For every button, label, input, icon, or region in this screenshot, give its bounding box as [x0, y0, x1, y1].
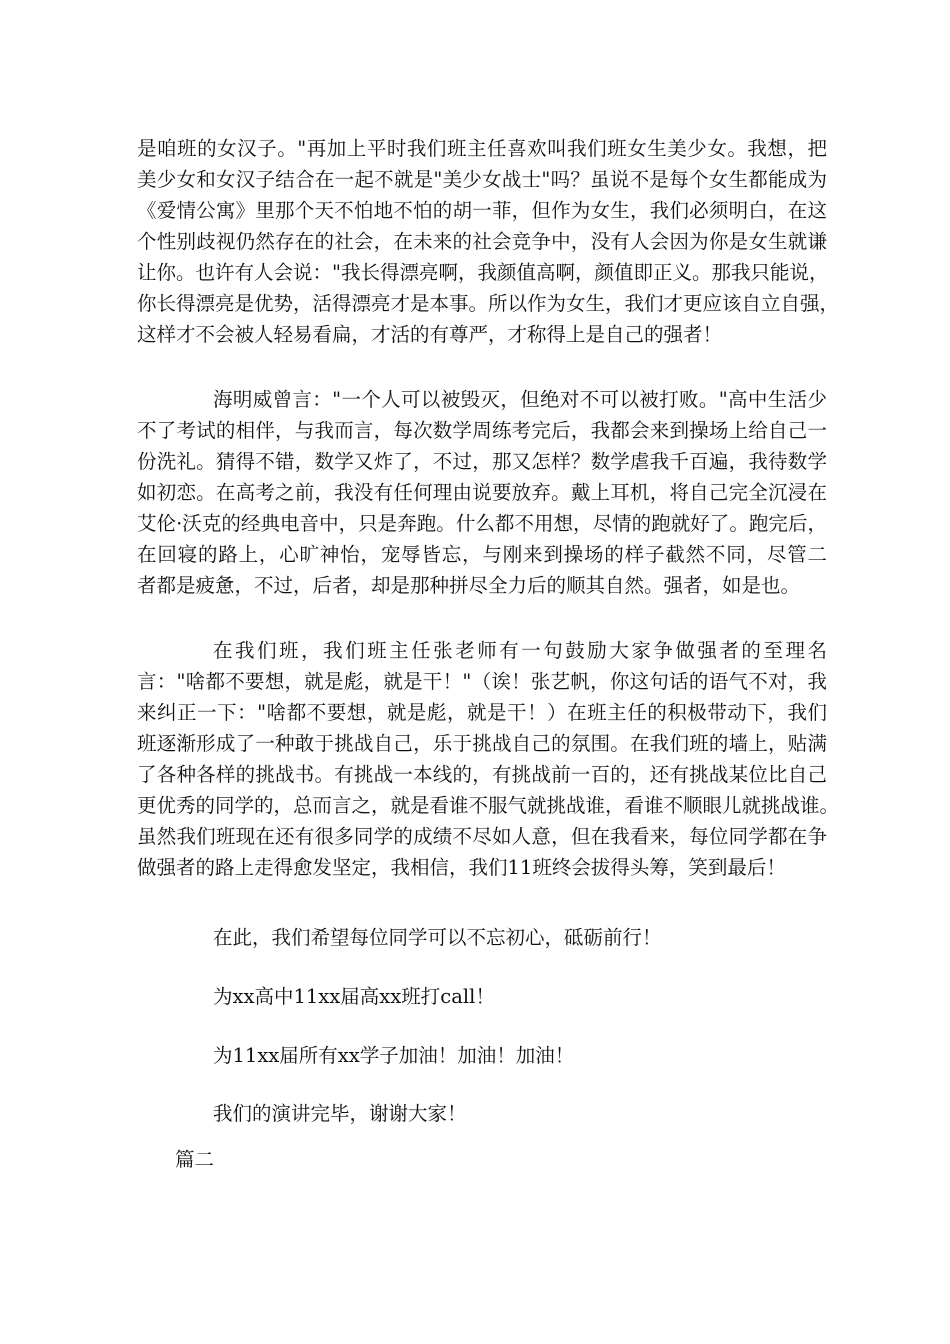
text-line: 你长得漂亮是优势，活得漂亮才是本事。所以作为女生，我们才更应该自立自强，: [137, 292, 840, 315]
paragraph-3: [137, 635, 840, 883]
closing-line: 我们的演讲完毕，谢谢大家！: [213, 1102, 467, 1125]
text-line: 了各种各样的挑战书。有挑战一本线的，有挑战前一百的，还有挑战某位比自己: [137, 763, 827, 786]
closing-line: 为11xx届所有xx学子加油！加油！加油！: [213, 1044, 575, 1067]
text-line: 在回寝的路上，心旷神怡，宠辱皆忘，与刚来到操场的样子截然不同，尽管二: [137, 543, 827, 566]
text-line: 份洗礼。猜得不错，数学又炸了，不过，那又怎样？数学虐我千百遍，我待数学: [137, 450, 827, 473]
text-line: 做强者的路上走得愈发坚定，我相信，我们11班终会拔得头筹，笑到最后！: [137, 856, 786, 879]
text-line: 来纠正一下："啥都不要想，就是彪，就是干！）在班主任的积极带动下，我们: [137, 701, 827, 724]
text-line: 是咱班的女汉子。"再加上平时我们班主任喜欢叫我们班女生美少女。我想，把: [137, 137, 827, 160]
text-line: 班逐渐形成了一种敢于挑战自己，乐于挑战自己的氛围。在我们班的墙上，贴满: [137, 732, 827, 755]
text-line: 《爱情公寓》里那个天不怕地不怕的胡一菲，但作为女生，我们必须明白，在这: [137, 199, 827, 222]
text-line: 这样才不会被人轻易看扁，才活的有尊严，才称得上是自己的强者！: [137, 323, 723, 346]
text-line: 让你。也许有人会说："我长得漂亮啊，我颜值高啊，颜值即正义。那我只能说，: [137, 261, 829, 284]
closing-line: 在此，我们希望每位同学可以不忘初心，砥砺前行！: [213, 926, 662, 949]
text-line: 虽然我们班现在还有很多同学的成绩不尽如人意，但在我看来，每位同学都在争: [137, 825, 827, 848]
section-heading: 篇二: [175, 1148, 215, 1171]
text-line: 艾伦·沃克的经典电音中，只是奔跑。什么都不用想，尽情的跑就好了。跑完后，: [137, 512, 827, 535]
text-line: 者都是疲惫，不过，后者，却是那种拼尽全力后的顺其自然。强者，如是也。: [137, 574, 801, 597]
paragraph-2: [137, 384, 827, 601]
text-line: 在我们班，我们班主任张老师有一句鼓励大家争做强者的至理名: [213, 639, 827, 662]
text-line: 个性别歧视仍然存在的社会，在未来的社会竞争中，没有人会因为你是女生就谦: [137, 230, 827, 253]
closing-line: 为xx高中11xx届高xx班打call！: [213, 985, 495, 1008]
text-line: 美少女和女汉子结合在一起不就是"美少女战士"吗？虽说不是每个女生都能成为: [137, 168, 827, 191]
paragraph-1: [137, 133, 840, 350]
text-line: 海明威曾言："一个人可以被毁灭，但绝对不可以被打败。"高中生活少: [213, 388, 827, 411]
text-line: 言："啥都不要想，就是彪，就是干！"（诶！张艺帆，你这句话的语气不对，我: [137, 670, 827, 693]
text-line: 如初恋。在高考之前，我没有任何理由说要放弃。戴上耳机，将自己完全沉浸在: [137, 481, 827, 504]
text-line: 不了考试的相伴，与我而言，每次数学周练考完后，我都会来到操场上给自己一: [137, 419, 827, 442]
text-line: 更优秀的同学的，总而言之，就是看谁不服气就挑战谁，看谁不顺眼儿就挑战谁。: [137, 794, 840, 817]
